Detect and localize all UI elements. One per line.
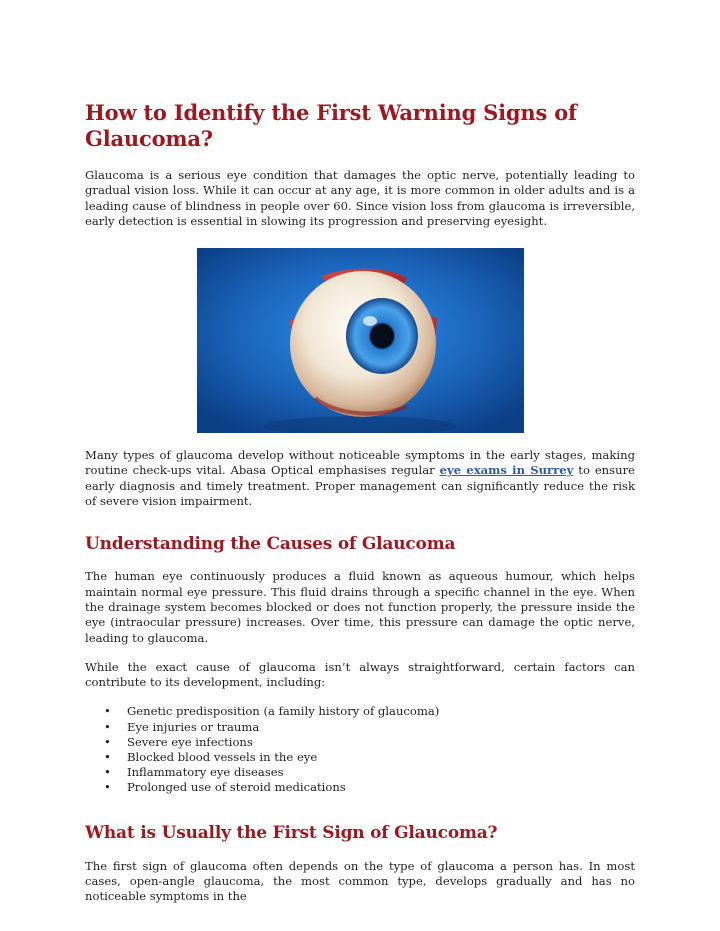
routine-checkups-paragraph (85, 448, 635, 509)
list-item (85, 704, 635, 719)
list-item (85, 735, 635, 750)
bullet-icon: • (104, 750, 111, 765)
bullet-icon: • (104, 780, 111, 795)
list-item-text: Blocked blood vessels in the eye (127, 750, 318, 765)
eyeball-illustration (197, 248, 524, 433)
list-item-text: Genetic predisposition (a family history of glaucoma) (127, 704, 440, 719)
section-heading-causes: Understanding the Causes of Glaucoma (85, 534, 456, 555)
paragraph-text-after-link: to ensure early diagnosis and timely treatment. Proper management can significantly reduce the risk of severe vision impairment. (85, 463, 635, 509)
list-item-text: Prolonged use of steroid medications (127, 780, 346, 795)
list-item (85, 780, 635, 795)
list-item-text: Inflammatory eye diseases (127, 765, 284, 780)
list-item-text: Eye injuries or trauma (127, 719, 260, 734)
causes-paragraph-2: While the exact cause of glaucoma isn’t always straightforward, certain factors can contribute to its development, including: (85, 659, 635, 690)
bullet-icon: • (104, 734, 111, 749)
paragraph-text-before-link: Many types of glaucoma develop without noticeable symptoms in the early stages, making routine check-ups vital. Abasa Optical emphasises regular (85, 448, 635, 478)
bullet-icon: • (104, 719, 111, 734)
list-item (85, 765, 635, 780)
list-item (85, 750, 635, 765)
list-item (85, 720, 635, 735)
bullet-icon: • (104, 765, 111, 780)
list-item-text: Severe eye infections (127, 734, 253, 749)
bullet-icon: • (104, 704, 111, 719)
eye-exams-surrey-link[interactable]: eye exams in Surrey (439, 463, 574, 478)
page-title: How to Identify the First Warning Signs of Glaucoma? (85, 100, 577, 151)
document-page (85, 100, 635, 905)
first-sign-paragraph: The first sign of glaucoma often depends on the type of glaucoma a person has. In most cases, open-angle glaucoma, the most common type, develops gradually and has no noticeable symptoms in the (85, 858, 635, 904)
intro-paragraph: Glaucoma is a serious eye condition that damages the optic nerve, potentially leading to gradual vision loss. While it can occur at any age, it is more common in older adults and is a leading cause of blindness in people over 60. Since vision loss from glaucoma is irreversible, early detection is essential in slowing its progression and preserving eyesight. (85, 168, 635, 228)
causes-list (85, 704, 635, 795)
causes-paragraph-1: The human eye continuously produces a fluid known as aqueous humour, which helps maintain normal eye pressure. This fluid drains through a specific channel in the eye. When the drainage system becomes blocked or does not function properly, the pressure inside the eye (intraocular pressure) increases. Over time, this pressure can damage the optic nerve, leading to glaucoma. (85, 569, 635, 645)
section-heading-first-sign: What is Usually the First Sign of Glaucoma? (85, 822, 498, 843)
